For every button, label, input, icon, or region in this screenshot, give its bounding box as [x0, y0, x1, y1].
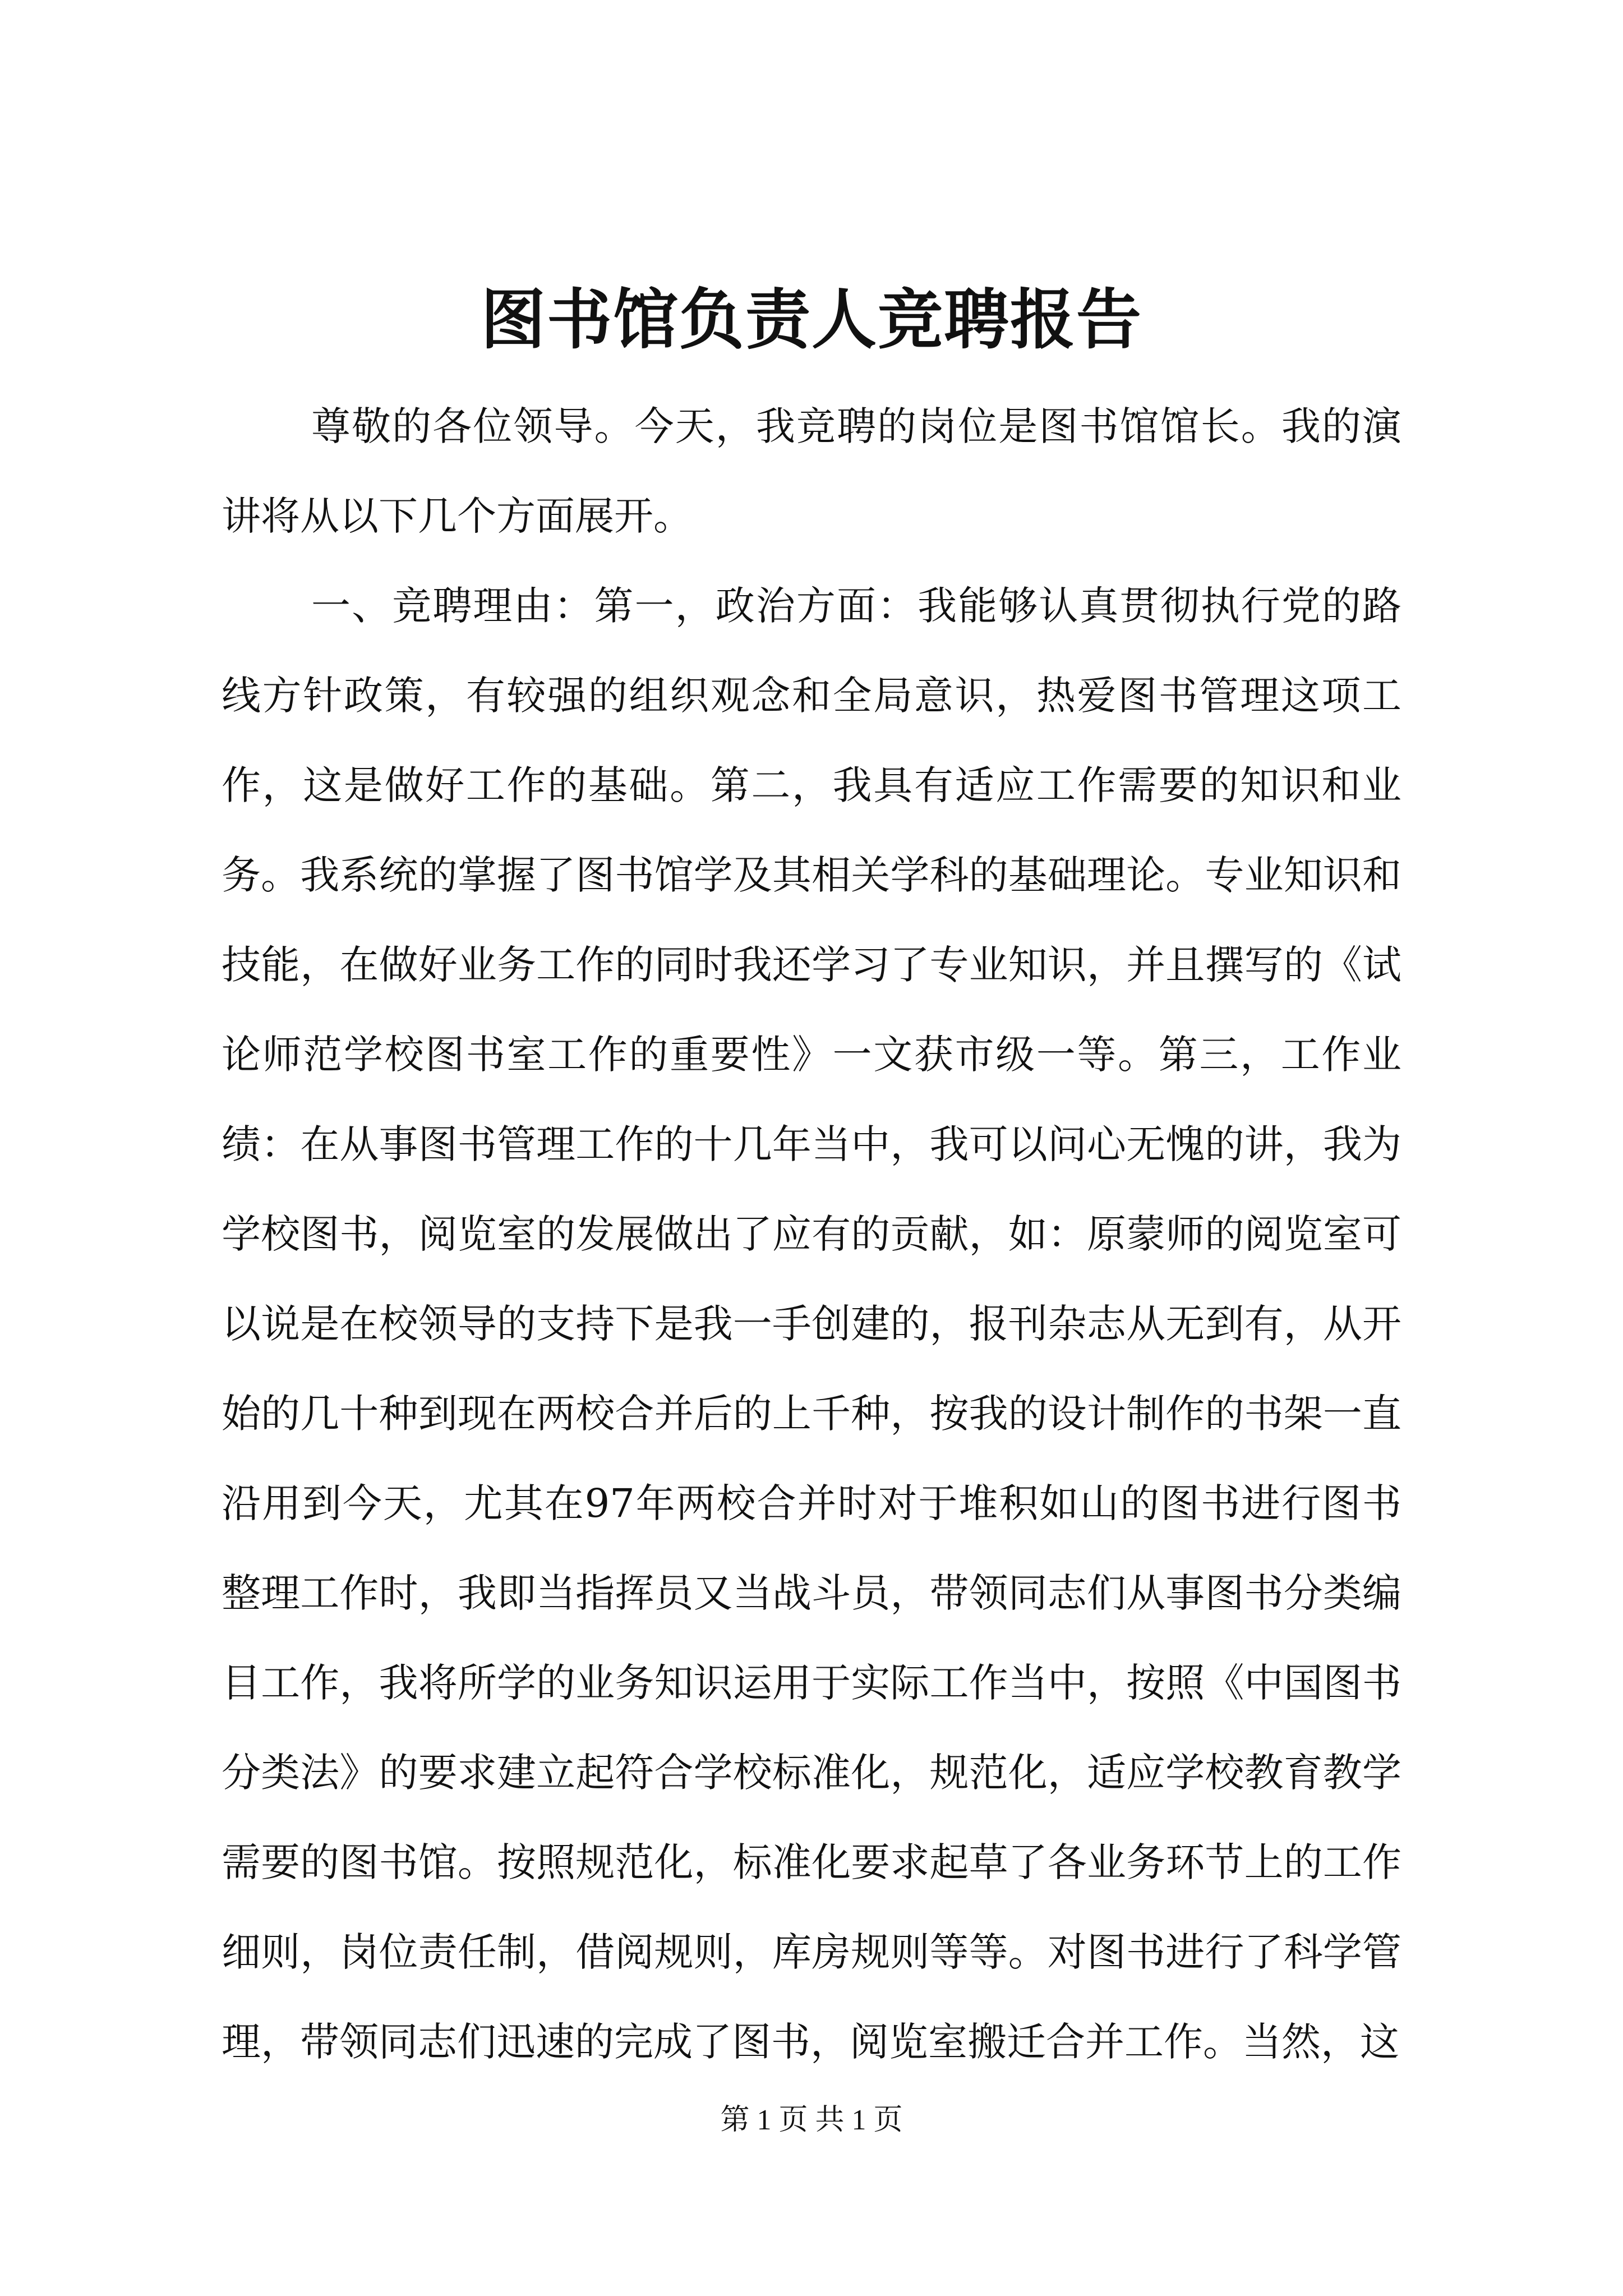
paragraph-greeting: 尊敬的各位领导。今天，我竞聘的岗位是图书馆馆长。我的演讲将从以下几个方面展开。 — [222, 403, 1401, 539]
document-body — [222, 381, 1401, 2087]
page-footer: 第 1 页 共 1 页 — [720, 2104, 903, 2136]
document-title: 图书馆负责人竞聘报告 — [481, 282, 1142, 358]
paragraph-reasons: 一、竞聘理由：第一，政治方面：我能够认真贯彻执行党的路线方针政策，有较强的组织观念和全局意识，热爱图书管理这项工作，这是做好工作的基础。第二，我具有适应工作需要的知识和业务。我系统的掌握了图书馆学及其相关学科的基础理论。专业知识和技能，在做好业务工作的同时我还学习了专业知识，并且撰写的《试论师范学校图书室工作的重要性》一文获市级一等。第三，工作业绩：在从事图书管理工作的十几年当中，我可以问心无愧的讲，我为学校图书，阅览室的发展做出了应有的贡献，如：原蒙师的阅览室可以说是在校领导的支持下是我一手创建的，报刊杂志从无到有，从开始的几十种到现在两校合并后的上千种，按我的设计制作的书架一直沿用到今天，尤其在97年两校合并时对于堆积如山的图书进行图书整理工作时，我即当指挥员又当战斗员，带领同志们从事图书分类编目工作，我将所学的业务知识运用于实际工作当中，按照《中国图书分类法》的要求建立起符合学校标准化，规范化，适应学校教育教学需要的图书馆。按照规范化，标准化要求起草了各业务环节上的工作细则，岗位责任制，借阅规则，库房规则等等。对图书进行了科学管理，带领同志们迅速的完成了图书，阅览室搬迁合并工作。当然，这 — [222, 583, 1401, 2065]
